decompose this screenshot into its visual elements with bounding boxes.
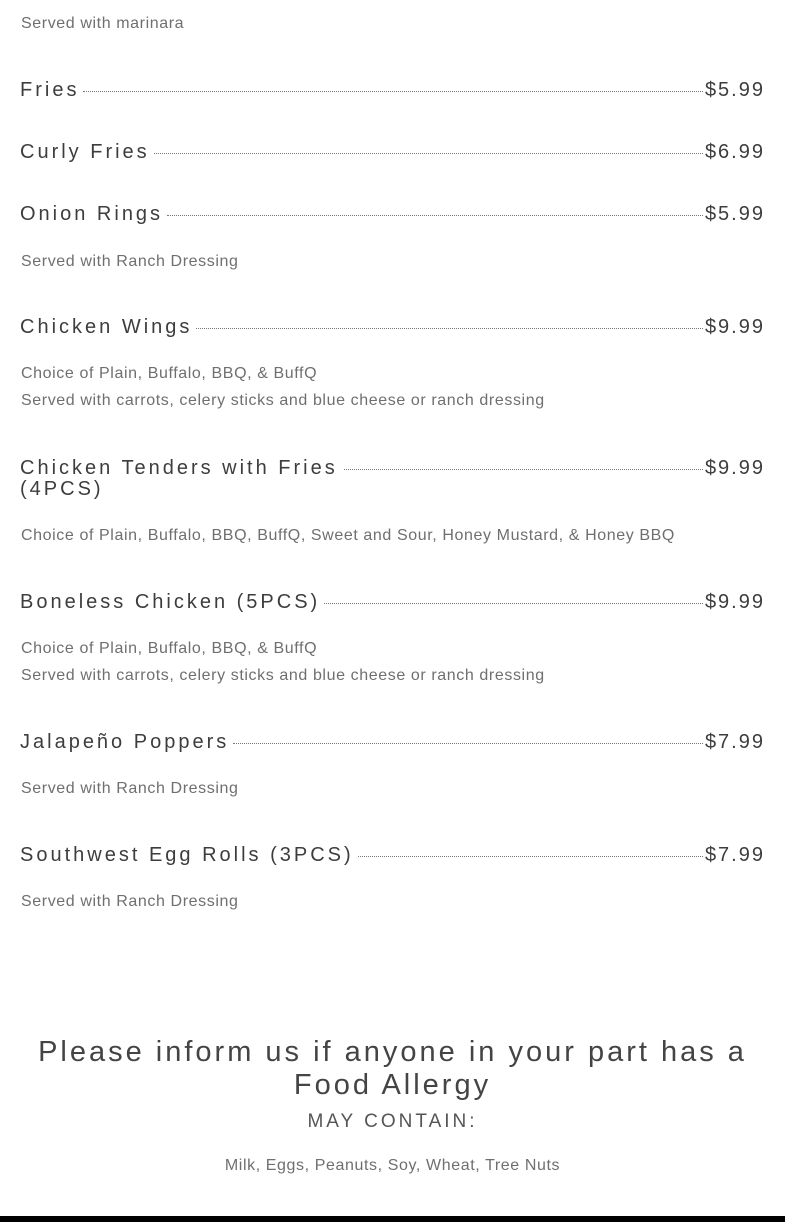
menu-item-jalapeno-poppers — [20, 730, 765, 754]
dot-leader — [344, 469, 703, 470]
allergy-notice: Please inform us if anyone in your part has a Food Allergy — [38, 1036, 747, 1101]
item-description: Served with carrots, celery sticks and blue cheese or ranch dressing — [21, 392, 545, 409]
item-description: Choice of Plain, Buffalo, BBQ, & BuffQ — [21, 640, 318, 657]
item-description: Served with Ranch Dressing — [21, 253, 239, 270]
may-contain-label: MAY CONTAIN: — [307, 1111, 478, 1132]
dot-leader — [196, 328, 703, 329]
item-name: Chicken Wings — [20, 316, 193, 338]
item-name: Southwest Egg Rolls (3PCS) — [20, 844, 354, 866]
dot-leader — [167, 215, 703, 216]
dot-leader — [324, 603, 703, 604]
item-name: Chicken Tenders with Fries (4PCS) — [20, 457, 338, 500]
item-name: Jalapeño Poppers — [20, 731, 230, 753]
allergy-footer — [0, 1036, 785, 1178]
menu-item-chicken-tenders — [20, 456, 765, 500]
item-name: Fries — [20, 79, 80, 101]
item-price: $6.99 — [704, 141, 765, 163]
dot-leader — [233, 743, 703, 744]
item-price: $7.99 — [704, 844, 765, 866]
menu-item-chicken-wings — [20, 315, 765, 339]
item-description: Choice of Plain, Buffalo, BBQ, & BuffQ — [21, 365, 318, 382]
item-name: Onion Rings — [20, 203, 164, 225]
item-price: $5.99 — [704, 203, 765, 225]
menu-item-southwest-egg-rolls — [20, 843, 765, 867]
item-description: Served with carrots, celery sticks and blue cheese or ranch dressing — [21, 667, 545, 684]
item-price: $5.99 — [704, 79, 765, 101]
dot-leader — [154, 153, 703, 154]
menu-item-onion-rings — [20, 202, 765, 226]
bottom-bar — [0, 1216, 785, 1222]
menu-item-curly-fries — [20, 140, 765, 164]
item-description: Served with Ranch Dressing — [21, 893, 239, 910]
dot-leader — [358, 856, 703, 857]
item-description: Served with marinara — [21, 15, 185, 32]
dot-leader — [83, 91, 702, 92]
item-name: Boneless Chicken (5PCS) — [20, 591, 321, 613]
item-name: Curly Fries — [20, 141, 150, 163]
item-description: Choice of Plain, Buffalo, BBQ, BuffQ, Sweet and Sour, Honey Mustard, & Honey BBQ — [21, 527, 675, 544]
item-price: $9.99 — [704, 591, 765, 613]
menu-item-fries — [20, 78, 765, 102]
item-price: $7.99 — [704, 731, 765, 753]
allergen-list: Milk, Eggs, Peanuts, Soy, Wheat, Tree Nuts — [224, 1157, 561, 1174]
menu-item-boneless-chicken — [20, 590, 765, 614]
item-price: $9.99 — [704, 457, 765, 479]
item-description: Served with Ranch Dressing — [21, 780, 239, 797]
item-price: $9.99 — [704, 316, 765, 338]
